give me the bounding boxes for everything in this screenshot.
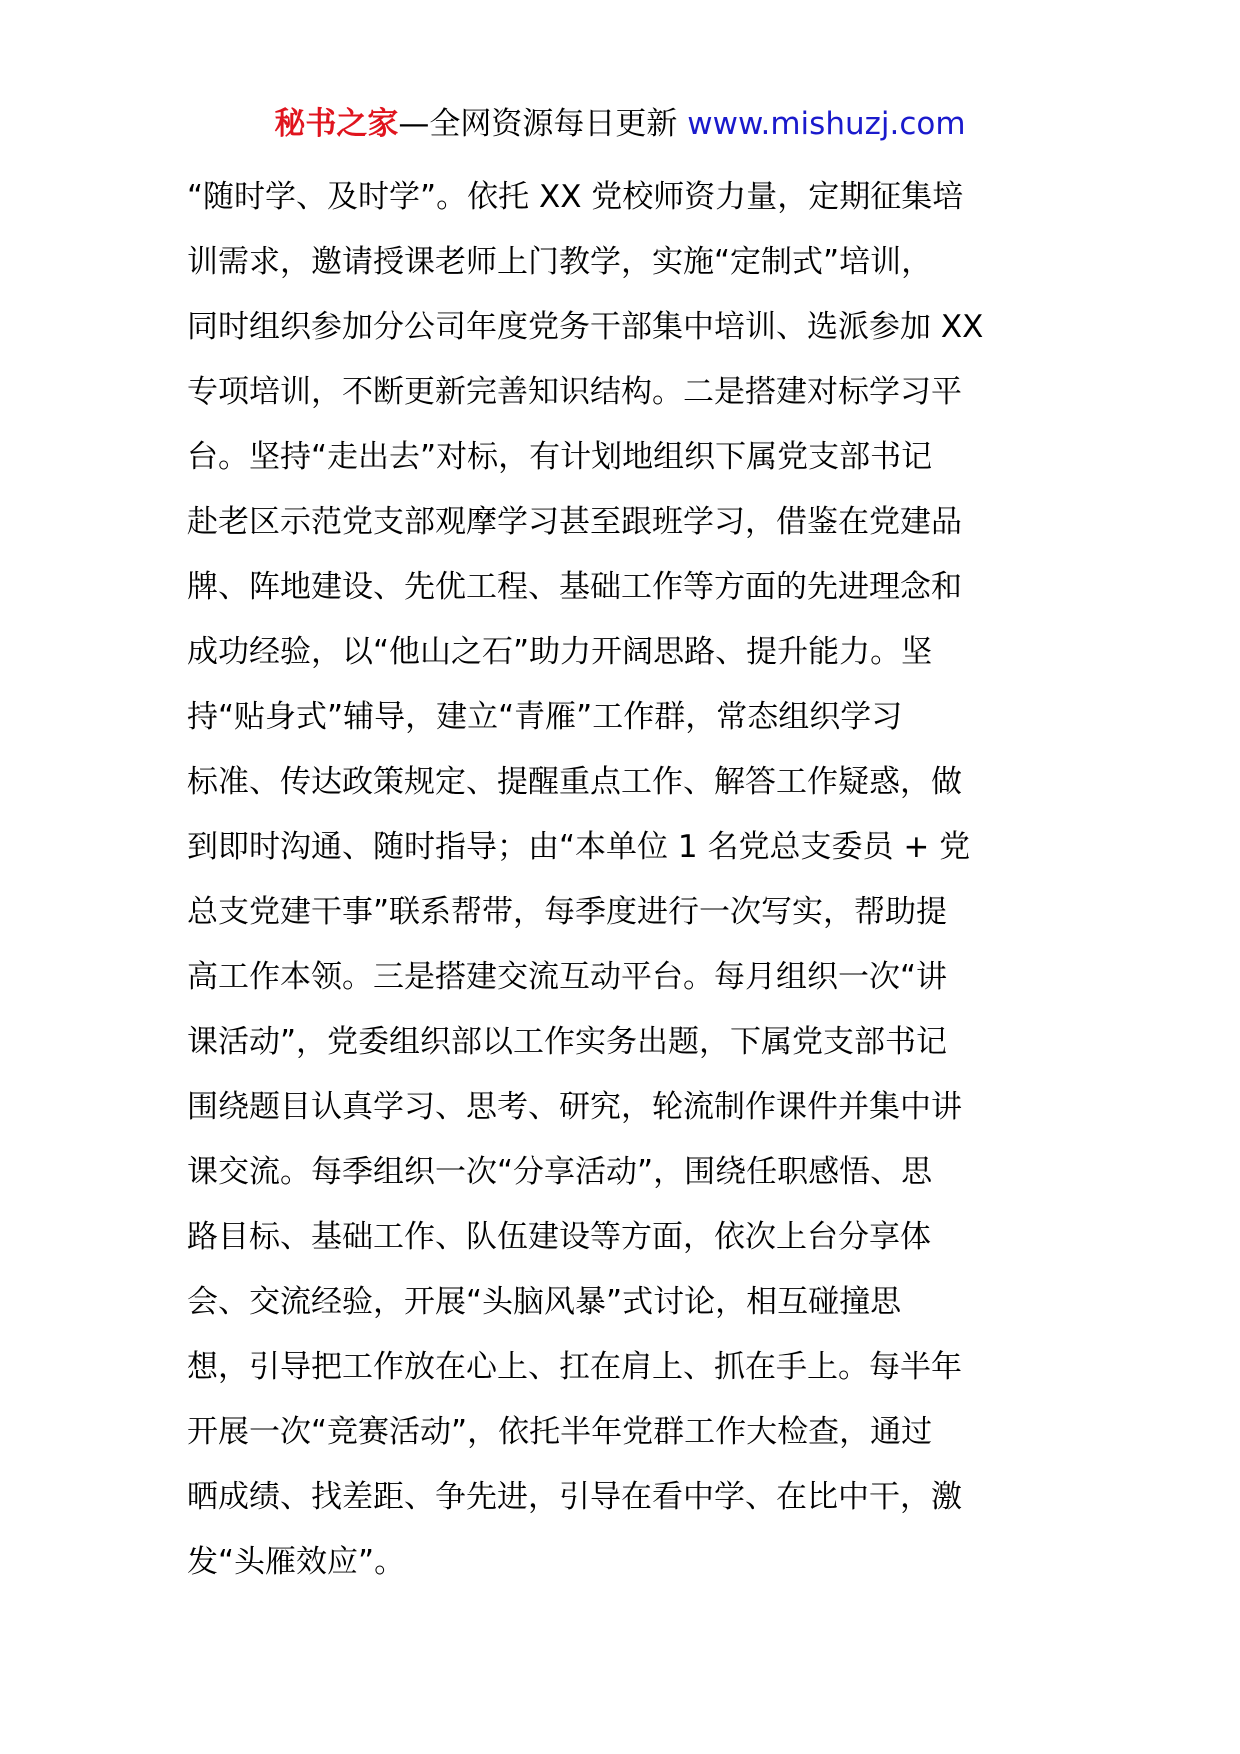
text-line: 专项培训，不断更新完善知识结构。二是搭建对标学习平 — [187, 374, 962, 410]
text-line: 到即时沟通、随时指导；由“本单位 1 名党总支委员 + 党 — [187, 829, 971, 865]
website-url[interactable]: www.mishuzj.com — [687, 106, 966, 142]
text-line: 成功经验，以“他山之石”助力开阔思路、提升能力。坚 — [187, 634, 933, 670]
text-line: 牌、阵地建设、先优工程、基础工作等方面的先进理念和 — [187, 569, 962, 605]
text-line: 课交流。每季组织一次“分享活动”，围绕任职感悟、思 — [187, 1154, 933, 1190]
document-body — [187, 165, 1060, 1595]
header-tagline: —全网资源每日更新 — [398, 106, 688, 142]
text-line: 路目标、基础工作、队伍建设等方面，依次上台分享体 — [187, 1219, 931, 1255]
text-line: 训需求，邀请授课老师上门教学，实施“定制式”培训， — [187, 244, 933, 280]
text-line: 持“贴身式”辅导，建立“青雁”工作群，常态组织学习 — [187, 699, 903, 735]
text-line: 想，引导把工作放在心上、扛在肩上、抓在手上。每半年 — [187, 1349, 962, 1385]
text-line: “随时学、及时学”。依托 XX 党校师资力量，定期征集培 — [187, 179, 964, 215]
text-line: 高工作本领。三是搭建交流互动平台。每月组织一次“讲 — [187, 959, 948, 995]
text-line: 课活动”，党委组织部以工作实务出题，下属党支部书记 — [187, 1024, 948, 1060]
text-line: 围绕题目认真学习、思考、研究，轮流制作课件并集中讲 — [187, 1089, 962, 1125]
text-line: 标准、传达政策规定、提醒重点工作、解答工作疑惑，做 — [187, 764, 962, 800]
text-line: 会、交流经验，开展“头脑风暴”式讨论，相互碰撞思 — [187, 1284, 902, 1320]
brand-name: 秘书之家 — [274, 106, 399, 142]
text-line: 总支党建干事”联系帮带，每季度进行一次写实，帮助提 — [187, 894, 948, 930]
text-line: 开展一次“竞赛活动”，依托半年党群工作大检查，通过 — [187, 1414, 933, 1450]
page-header — [0, 100, 1240, 148]
text-line: 同时组织参加分公司年度党务干部集中培训、选派参加 XX — [187, 309, 984, 345]
text-line: 晒成绩、找差距、争先进，引导在看中学、在比中干，激 — [187, 1479, 962, 1515]
text-line: 赴老区示范党支部观摩学习甚至跟班学习，借鉴在党建品 — [187, 504, 962, 540]
text-line: 台。坚持“走出去”对标，有计划地组织下属党支部书记 — [187, 439, 933, 475]
text-line: 发“头雁效应”。 — [187, 1544, 406, 1580]
